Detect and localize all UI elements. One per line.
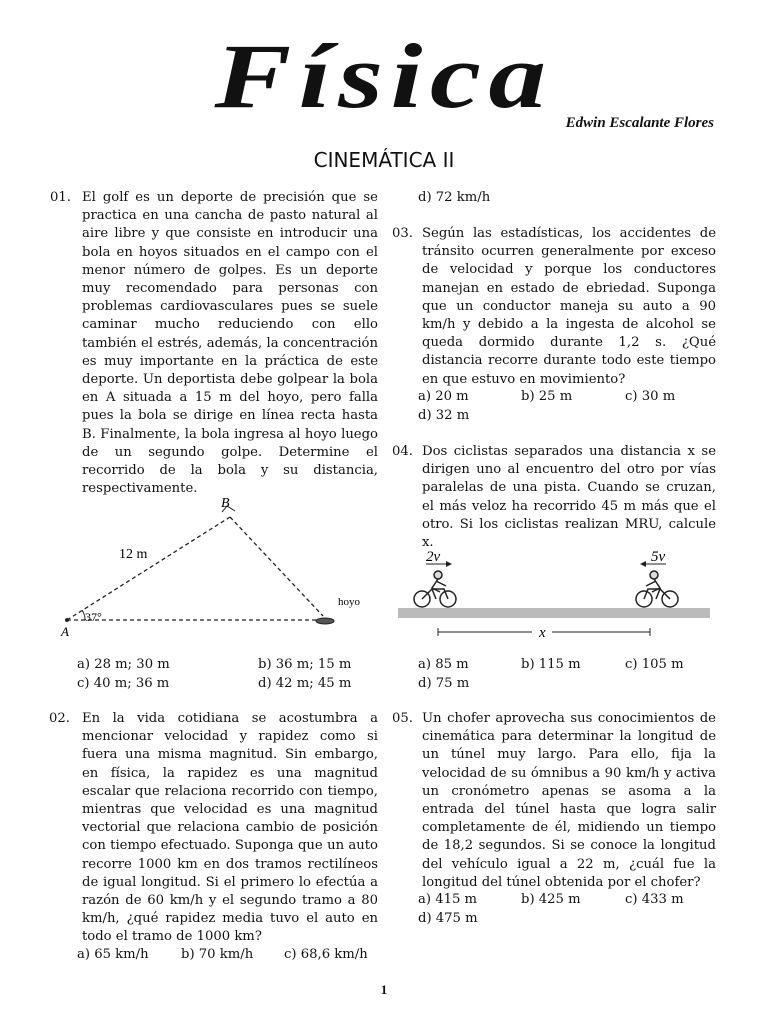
options-03: [418, 388, 718, 428]
segment-b-hole: [230, 517, 323, 616]
segment-ab: [67, 517, 230, 620]
option-b[interactable]: b) 425 m: [521, 892, 581, 907]
option-b[interactable]: b) 25 m: [521, 389, 573, 404]
option-b[interactable]: b) 115 m: [521, 657, 581, 672]
right-speed-label: 5v: [651, 549, 666, 565]
hole-icon: [316, 618, 334, 624]
section-subtitle: CINEMÁTICA II: [313, 148, 455, 172]
question-number: 04.: [392, 444, 413, 459]
label-angle: 37°: [85, 610, 102, 624]
right-cyclist-icon: [636, 571, 678, 607]
options-02: [77, 946, 377, 966]
option-a[interactable]: a) 20 m: [418, 389, 469, 404]
question-text: En la vida cotidiana se acostumbra a mencionar velocidad y rapidez como si fuera una misma magnitud. Sin embargo, en física, la rapidez es una magnitud escalar que relaciona recorrido con tiempo, mientras que velocidad es una magnitud vectorial que relaciona cambio de posición con tiempo efectuado. Suponga que un auto recorre 1000 km en dos tramos rectilíneos de igual longitud. Si el primero lo efectúa a razón de 60 km/h y el segundo tramo a 80 km/h, ¿qué rapidez media tuvo el auto en todo el tramo de 1000 km?: [82, 711, 378, 945]
option-c[interactable]: c) 30 m: [625, 389, 676, 404]
question-number: 02.: [49, 711, 70, 726]
cyclists-figure: [396, 542, 716, 642]
option-c[interactable]: c) 105 m: [625, 657, 684, 672]
question-02: [49, 710, 378, 947]
option-b[interactable]: b) 36 m; 15 m: [258, 657, 352, 672]
question-03: [392, 225, 716, 389]
option-d[interactable]: d) 475 m: [418, 911, 478, 926]
option-d[interactable]: d) 32 m: [418, 408, 470, 423]
question-text: Dos ciclistas separados una distancia x se dirigen uno al encuentro del otro por vías paralelas de una pista. Cuando se cruzan, el más veloz ha recorrido 45 m más que el otro. Si los ciclistas realizan MRU, calcule x.: [422, 444, 716, 551]
label-side: 12 m: [119, 547, 148, 562]
option-a[interactable]: a) 85 m: [418, 657, 469, 672]
question-number: 03.: [392, 226, 413, 241]
golf-figure: [55, 492, 375, 642]
option-c[interactable]: c) 40 m; 36 m: [77, 676, 170, 691]
document-title: Física: [214, 25, 554, 127]
left-speed-label: 2v: [426, 549, 441, 565]
distance-label: x: [539, 625, 546, 641]
label-a: A: [61, 624, 69, 639]
question-text: El golf es un deporte de precisión que se practica en una cancha de pasto natural al aire libre y que consiste en introducir una bola en hoyos situados en el campo con el menor número de golpes. Es un deporte muy recomendado para personas con problemas cardiovasculares pues se suele caminar mucho reduciendo con ello también el estrés, además, la concentración es muy importante en la práctica de este deporte. Un deportista debe golpear la bola en A situada a 15 m del hoyo, pero falla pues la bola se dirige en línea recta hasta B. Finalmente, la bola ingresa al hoyo luego de un segundo golpe. Determine el recorrido de la bola y su distancia, respectivamente.: [82, 190, 378, 497]
question-text: Según las estadísticas, los accidentes de tránsito ocurren generalmente por exceso de velocidad y porque los conductores manejan en estado de ebriedad. Suponga que un conductor maneja su auto a 90 km/h y debido a la ingesta de alcohol se queda dormido durante 1,2 s. ¿Qué distancia recorre durante todo este tiempo en que estuvo en movimiento?: [422, 226, 716, 387]
option-a[interactable]: a) 28 m; 30 m: [77, 657, 170, 672]
option-d[interactable]: d) 42 m; 45 m: [258, 676, 352, 691]
label-b: B: [221, 496, 230, 511]
option-d[interactable]: d) 72 km/h: [418, 190, 491, 205]
road: [398, 608, 710, 618]
question-number: 01.: [50, 190, 71, 205]
options-05: [418, 891, 718, 931]
option-b[interactable]: b) 70 km/h: [181, 947, 254, 962]
options-01: [77, 656, 377, 696]
question-number: 05.: [392, 711, 413, 726]
options-04: [418, 656, 718, 696]
option-c[interactable]: c) 68,6 km/h: [284, 947, 368, 962]
option-a[interactable]: a) 65 km/h: [77, 947, 149, 962]
question-05: [392, 710, 716, 892]
question-01: [50, 189, 378, 498]
question-04: [392, 443, 716, 552]
author-name: Edwin Escalante Flores: [565, 115, 714, 131]
label-hole: hoyo: [338, 596, 360, 608]
options-02-continued: [418, 189, 538, 209]
left-cyclist-icon: [414, 571, 456, 607]
question-text: Un chofer aprovecha sus conocimientos de cinemática para determinar la longitud de un túnel muy largo. Para ello, fija la velocidad de su ómnibus a 90 km/h y activa un cronómetro apenas se asoma a la entrada del túnel hasta que logra salir completamente de él, midiendo un tiempo de 18,2 segundos. Si se conoce la longitud del vehículo igual a 22 m, ¿cuál fue la longitud del túnel obtenida por el chofer?: [422, 711, 716, 890]
option-d[interactable]: d) 75 m: [418, 676, 470, 691]
point-a: [65, 618, 69, 622]
page-number: 1: [380, 982, 388, 997]
option-c[interactable]: c) 433 m: [625, 892, 684, 907]
option-a[interactable]: a) 415 m: [418, 892, 478, 907]
